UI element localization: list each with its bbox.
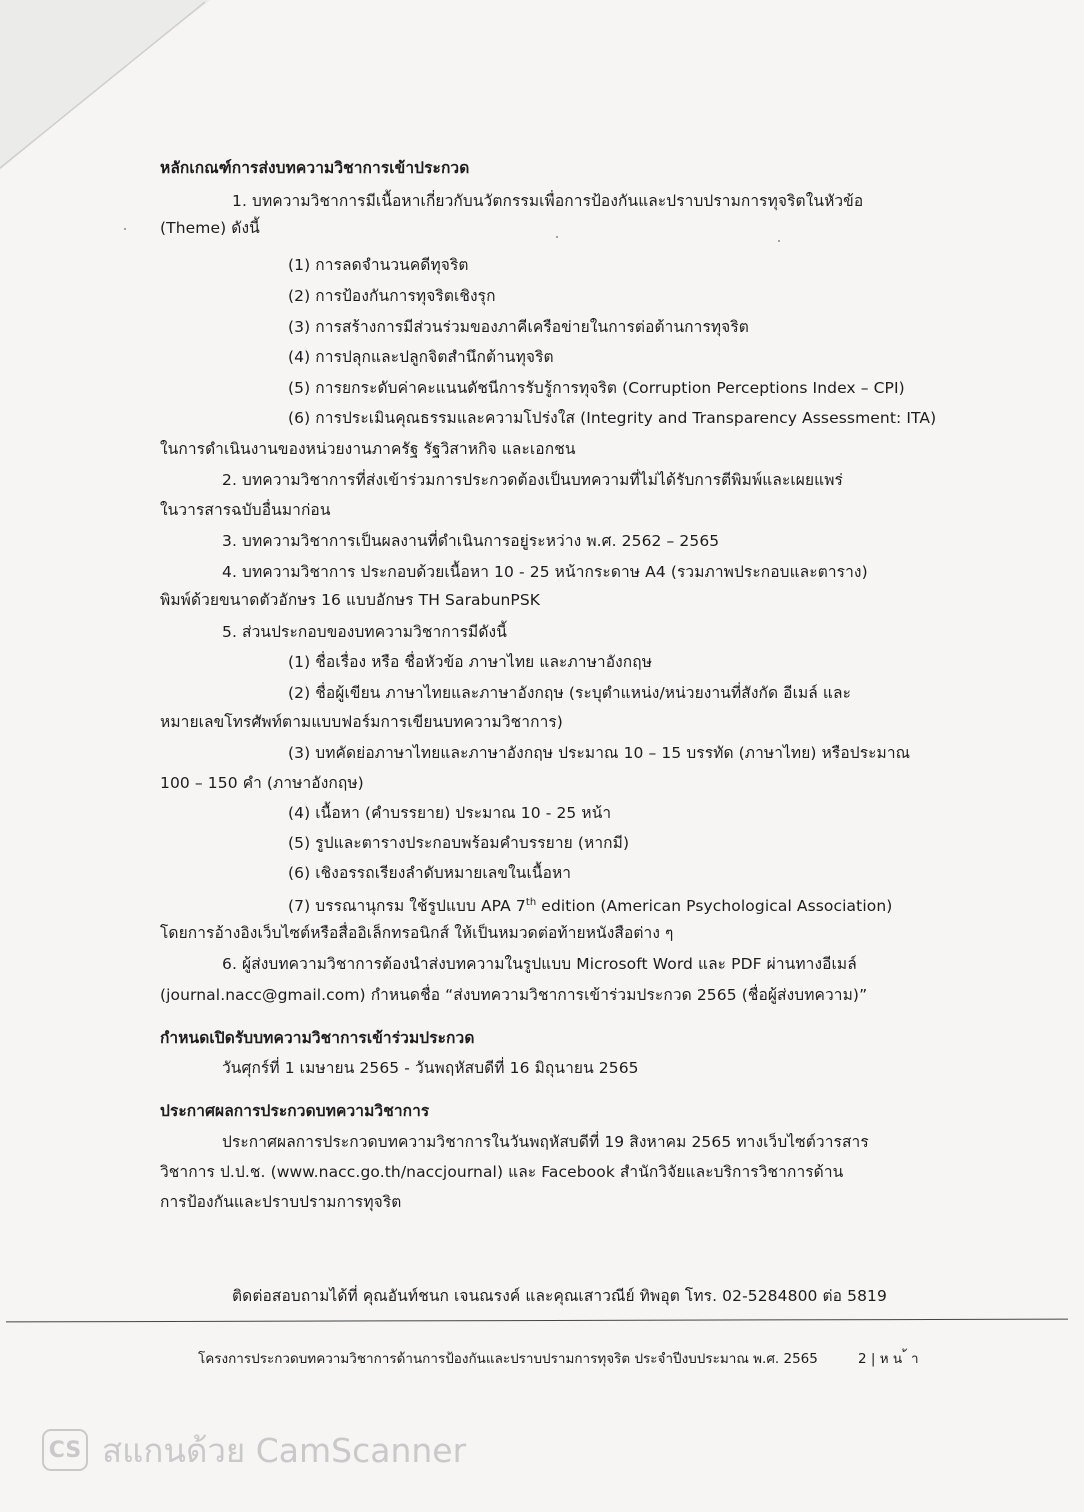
footer-divider [6,1319,1068,1323]
bibliography-text: (7) บรรณานุกรม ใช้รูปแบบ APA 7 [288,897,526,916]
camscanner-watermark [42,1426,466,1474]
camscanner-logo: CS [42,1429,88,1471]
document-page: หลักเกณฑ์การส่งบทความวิชาการเข้าประกวด 1. บทความวิชาการมีเนื้อหาเกี่ยวกับนวัตกรรมเพื่อการป้องกันและปราบปรามการทุจริตในหัวข้อ (Theme) ดังนี้ (1) การลดจำนวนคดีทุจริต (2) การป้องกันการทุจริตเชิงรุก (3) การสร้างการมีส่วนร่วมของภาคีเครือข่ายในการต่อต้านการทุจริต (4) การปลุกและปลูกจิตสำนึกต้านทุจริต (5) การยกระดับค่าคะแนนดัชนีการรับรู้การทุจริต (Corruption Perceptions Index – CPI) (6) การประเมินคุณธรรมและความโปร่งใส (Integrity and Transparency Assessment: ITA) ในการดำเนินงานของหน่วยงานภาครัฐ รัฐวิสาหกิจ และเอกชน 2. บทความวิชาการที่ส่งเข้าร่วมการประกวดต้องเป็นบทความที่ไม่ได้รับการตีพิมพ์และเผยแพร่ ในวารสารฉบับอื่นมาก่อน 3. บทความวิชาการเป็นผลงานที่ดำเนินการอยู่ระหว่าง พ.ศ. 2562 – 2565 4. บทความวิชาการ ประกอบด้วยเนื้อหา 10 - 25 หน้ากระดาษ A4 (รวมภาพประกอบและตาราง) พิมพ์ด้วยขนาดตัวอักษร 16 แบบอักษร TH SarabunPSK 5. ส่วนประกอบของบทความวิชาการมีดังนี้ (1) ชื่อเรื่อง หรือ ชื่อหัวข้อ ภาษาไทย และภาษาอังกฤษ (2) ชื่อผู้เขียน ภาษาไทยและภาษาอังกฤษ (ระบุตำแหน่ง/หน่วยงานที่สังกัด อีเมล์ และ หมายเลขโทรศัพท์ตามแบบฟอร์มการเขียนบทความวิชาการ) (3) บทคัดย่อภาษาไทยและภาษาอังกฤษ ประมาณ 10 – 15 บรรทัด (ภาษาไทย) หรือประมาณ 100 – 150 คำ (ภาษาอังกฤษ) (4) เนื้อหา (คำบรรยาย) ประมาณ 10 - 25 หน้า (5) รูปและตารางประกอบพร้อมคำบรรยาย (หากมี) (6) เชิงอรรถเรียงลำดับหมายเลขในเนื้อหา (7) บรรณานุกรม ใช้รูปแบบ APA 7th edition (American Psychological Association) โดยการอ้างอิงเว็บไซต์หรือสื่ออิเล็กทรอนิกส์ ให้เป็นหมวดต่อท้ายหนังสือต่าง ๆ 6. ผู้ส่งบทความวิชาการต้องนำส่งบทความในรูปแบบ Microsoft Word และ PDF ผ่านทางอีเมล์ (journal.nacc@gmail.com) กำหนดชื่อ “ส่งบทความวิชาการเข้าร่วมประกวด 2565 (ชื่อผู้ส่งบทความ)” กำหนดเปิดรับบทความวิชาการเข้าร่วมประกวด วันศุกร์ที่ 1 เมษายน 2565 - วันพฤหัสบดีที่ 16 มิถุนายน 2565 ประกาศผลการประกวดบทความวิชาการ ประกาศผลการประกวดบทความวิชาการในวันพฤหัสบดีที่ 19 สิงหาคม 2565 ทางเว็บไซต์วารสาร วิชาการ ป.ป.ช. (www.nacc.go.th/naccjournal) และ Facebook สำนักวิจัยและบริการวิชาการด้าน การป้องกันและปราบปรามการทุจริต ติดต่อสอบถามได้ที่ คุณอันท์ชนก เจนณรงค์ และคุณเสาวณีย์ ทิพอุต โทร. 02-5284800 ต่อ 5819 โครงการประกวดบทความวิชาการด้านการป้องกันและปราบปรามการทุจริต ประจำปีงบประมาณ พ.ศ. 2565 2 | ห น ้ า CS สแกนด้วย CamScanner [0,0,1084,1512]
superscript-th: th [525,897,537,908]
scan-speck [124,228,126,230]
bibliography-text-end: edition (American Psychological Association) [536,897,893,916]
footer-project: โครงการประกวดบทความวิชาการด้านการป้องกันและปราบปรามการทุจริต ประจำปีงบประมาณ พ.ศ. 2565 [198,1351,818,1367]
footer-page-number: 2 | ห น ้ า [858,1351,919,1367]
scan-speck [556,236,558,238]
scan-speck [778,240,780,242]
camscanner-text: สแกนด้วย CamScanner [102,1430,467,1470]
